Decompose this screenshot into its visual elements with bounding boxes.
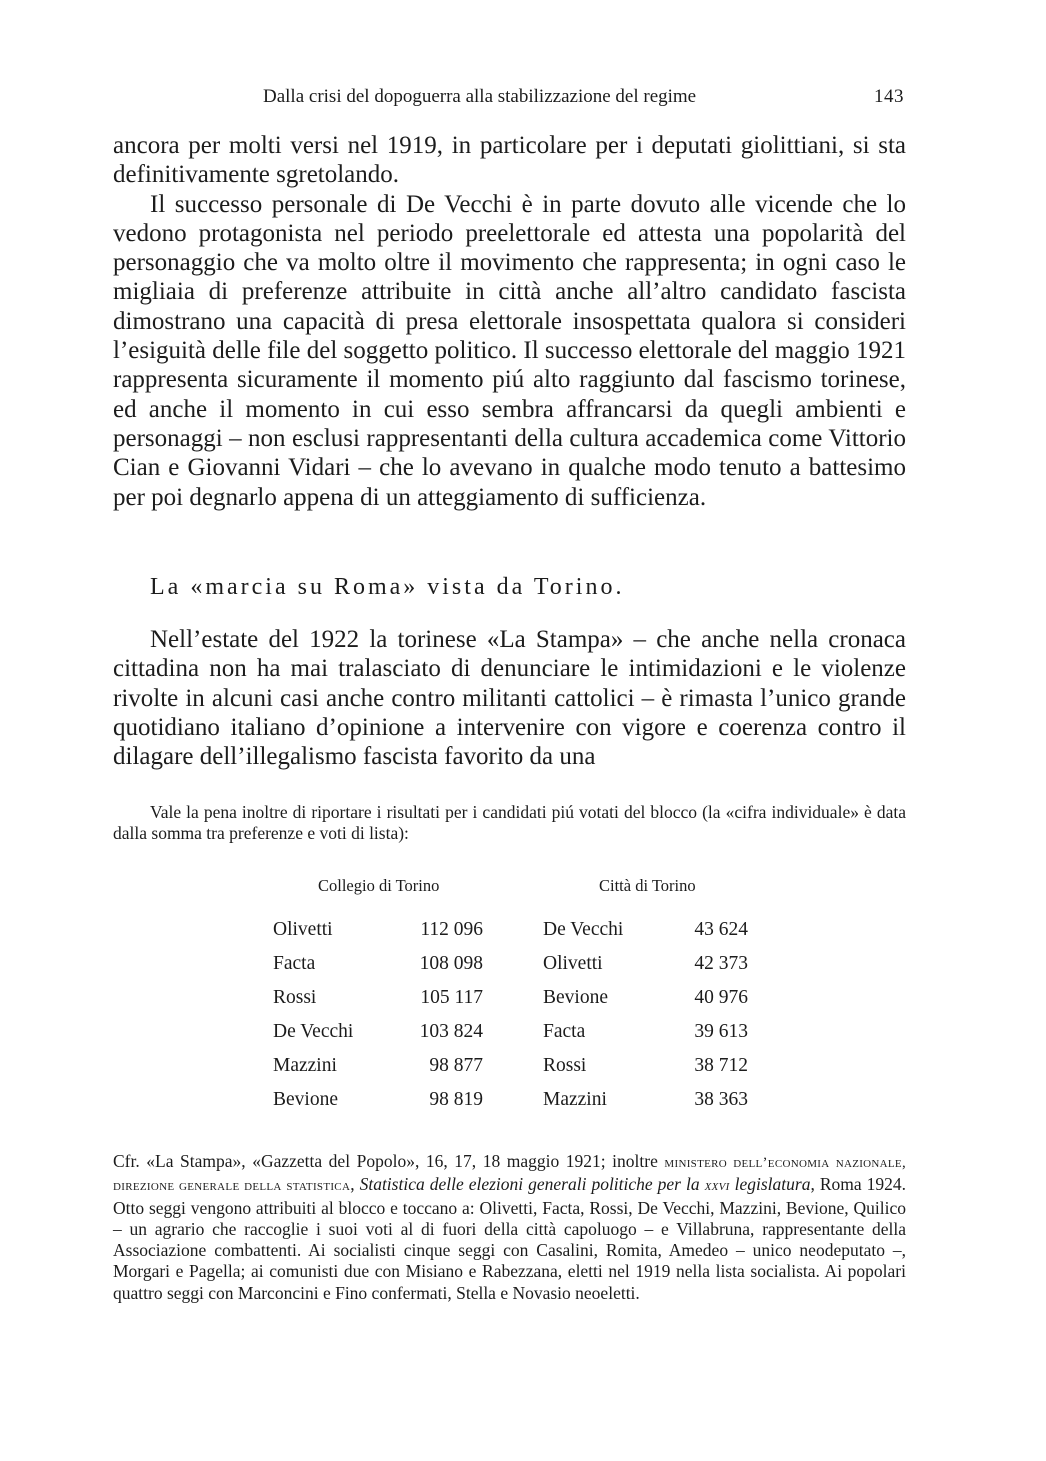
citation-part-1: Cfr. «La Stampa», «Gazzetta del Popolo», 16, 17, 18 maggio 1921; inoltre (113, 1151, 665, 1171)
footnote-citation (113, 1151, 906, 1304)
citation-text (113, 1151, 906, 1304)
candidate-votes: 108 098 (419, 953, 483, 974)
candidate-votes: 112 096 (420, 919, 483, 940)
candidate-name: De Vecchi (273, 1021, 354, 1042)
paragraph-de-vecchi: Il successo personale di De Vecchi è in parte dovuto alle vicende che lo vedono protagonista nel periodo preelettorale ed attesta una popolarità del personaggio che va molto oltre il movimento che rappresenta; in ogni caso le migliaia di preferenze attribuite in città anche all’altro candidato fascista dimostrano una capacità di presa elettorale insospettata qualora si consideri l’esiguità delle file del soggetto politico. Il successo elettorale del maggio 1921 rappresenta sicuramente il momento piú alto raggiunto dal fascismo torinese, ed anche il momento in cui esso sembra affrancarsi da quegli ambienti e personaggi – non esclusi rappresentanti della cultura accademica come Vittorio Cian e Giovanni Vidari – che lo avevano in qualche modo tenuto a battesimo per poi degnarlo appena di un atteggiamento di sufficienza. (113, 190, 906, 511)
table-row (273, 919, 483, 949)
candidate-votes: 103 824 (419, 1021, 483, 1042)
candidate-votes: 43 624 (694, 919, 748, 940)
footnote-intro (113, 802, 906, 844)
candidate-votes: 38 712 (694, 1055, 748, 1076)
candidate-name: De Vecchi (543, 919, 624, 940)
paragraph-continuation: ancora per molti versi nel 1919, in particolare per i deputati giolittiani, si sta definitivamente sgretolando. (113, 132, 906, 189)
citation-legislature: xxvi (704, 1178, 730, 1195)
table-row (543, 953, 748, 983)
section-body-text (113, 625, 906, 771)
table-row (273, 1021, 483, 1051)
candidate-name: Mazzini (543, 1089, 607, 1110)
table-row (543, 1021, 748, 1051)
citation-title-2: legislatura (729, 1174, 811, 1195)
candidate-votes: 105 117 (420, 987, 483, 1008)
paragraph-la-stampa: Nell’estate del 1922 la torinese «La Stampa» – che anche nella cronaca cittadina non ha mai tralasciato di denunciare le intimidazioni e le violenze rivolte in alcuni casi anche contro militanti cattolici – è rimasta l’unico grande quotidiano italiano d’opinione a intervenire con vigore e coerenza contro il dilagare dell’illegalismo fascista favorito da una (113, 626, 906, 771)
candidate-name: Bevione (543, 987, 608, 1008)
candidate-name: Rossi (543, 1055, 587, 1076)
candidate-votes: 42 373 (694, 953, 748, 974)
citation-ministry: ministero dell’economia nazionale, direzione generale della statistica (113, 1155, 906, 1195)
candidate-name: Facta (273, 953, 316, 974)
body-text (113, 131, 906, 512)
candidate-votes: 38 363 (694, 1089, 748, 1110)
citation-part-3: , Roma 1924. Otto seggi vengono attribuiti al blocco e toccano a: Olivetti, Facta, Rossi, De Vecchi, Mazzini, Bevione, Quilico – un agrario che raccoglie i suoi voti al di fuori della città capoluogo – e Villabruna, rappresentante della Associazione combattenti. Ai socialisti cinque seggi con Casalini, Romita, Amedeo – unico neodeputato –, Morgari e Pagella; ai comunisti due con Misiano e Rabezzana, eletti nel 1919 nella lista socialista. Ai popolari quattro seggi con Marconcini e Fino confermati, Stella e Novasio neoeletti. (113, 1174, 907, 1303)
page-number: 143 (874, 86, 904, 107)
citation-title-1: Statistica delle elezioni generali politiche per la (359, 1174, 705, 1195)
running-title: Dalla crisi del dopoguerra alla stabilizzazione del regime (263, 86, 697, 107)
candidate-votes: 98 877 (429, 1055, 483, 1076)
running-head (113, 86, 906, 112)
candidate-name: Facta (543, 1021, 586, 1042)
candidate-name: Mazzini (273, 1055, 337, 1076)
candidate-votes: 40 976 (694, 987, 748, 1008)
table-row (543, 919, 748, 949)
table-row (543, 1055, 748, 1085)
table-row (543, 1089, 748, 1119)
candidate-name: Bevione (273, 1089, 338, 1110)
table-row (543, 987, 748, 1017)
table-row (273, 987, 483, 1017)
table-row (273, 1089, 483, 1119)
candidate-name: Olivetti (543, 953, 603, 974)
citation-part-2: , (350, 1174, 360, 1195)
candidate-name: Rossi (273, 987, 317, 1008)
section-heading: La «marcia su Roma» vista da Torino. (150, 574, 625, 600)
footnote-intro-text: Vale la pena inoltre di riportare i risultati per i candidati piú votati del blocco (la «cifra individuale» è data dalla somma tra preferenze e voti di lista): (113, 802, 906, 843)
table-row (273, 1055, 483, 1085)
candidate-votes: 39 613 (694, 1021, 748, 1042)
citta-header: Città di Torino (599, 876, 696, 895)
candidate-name: Olivetti (273, 919, 333, 940)
collegio-header: Collegio di Torino (318, 876, 440, 895)
table-row (273, 953, 483, 983)
candidate-votes: 98 819 (429, 1089, 483, 1110)
